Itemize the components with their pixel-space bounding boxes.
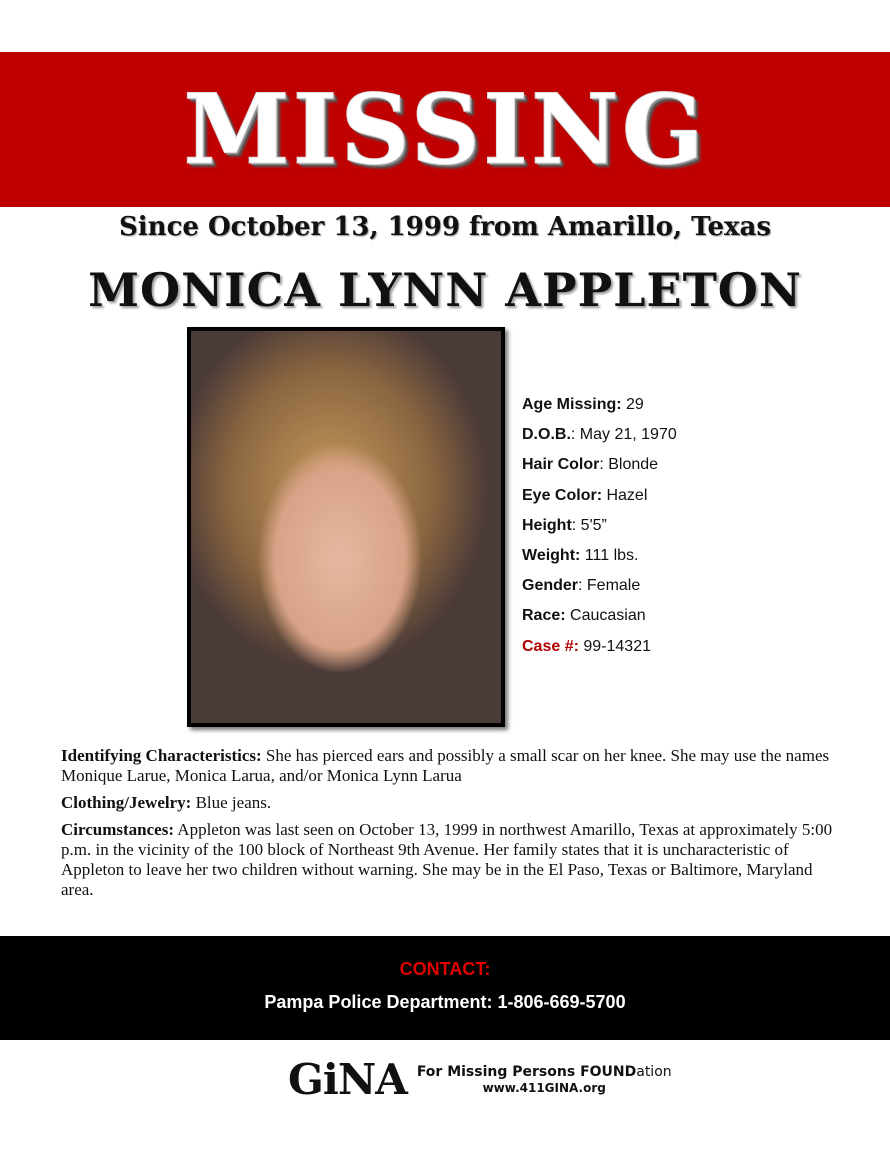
fact-label: Weight:: [522, 546, 581, 564]
person-photo: [187, 327, 505, 727]
gina-wordmark: GiNA: [288, 1055, 407, 1104]
fact-value: Caucasian: [565, 607, 646, 625]
description: [61, 746, 841, 907]
identifying-characteristics: [61, 746, 841, 786]
fact-label: Hair Color: [522, 456, 600, 474]
fact-row: [522, 426, 677, 456]
fact-label: Height: [522, 516, 572, 534]
fact-value: Hazel: [602, 486, 648, 504]
fact-row-case: [522, 638, 677, 668]
clothing-text: Blue jeans.: [191, 793, 272, 812]
fact-value: : 5'5”: [571, 516, 607, 534]
circumstances: [61, 820, 841, 900]
fact-value: 111 lbs.: [580, 546, 639, 564]
fact-row: [522, 547, 677, 577]
gina-logo: [288, 1055, 672, 1104]
tagline-pre: For Missing Persons: [416, 1063, 581, 1080]
contact-banner: [0, 936, 890, 1040]
fact-value: 99-14321: [578, 637, 651, 655]
fact-row: [522, 517, 677, 547]
fact-row: [522, 456, 677, 486]
gina-tagline: [417, 1064, 672, 1096]
person-name: MONICA LYNN APPLETON: [88, 263, 802, 317]
fact-row: [522, 487, 677, 517]
fact-value: 29: [621, 396, 644, 413]
fact-label: D.O.B.: [522, 426, 571, 444]
missing-banner: [0, 52, 890, 207]
circumstances-label: Circumstances:: [61, 820, 174, 839]
tagline-bold: FOUND: [580, 1063, 637, 1080]
fact-label: Race:: [522, 607, 566, 625]
contact-phone: Pampa Police Department: 1-806-669-5700: [264, 992, 626, 1012]
fact-label: Case #:: [522, 637, 579, 655]
identifying-label: Identifying Characteristics:: [61, 746, 262, 765]
circumstances-text: Appleton was last seen on October 13, 1999 in northwest Amarillo, Texas at approximately 5:00 p.m. in the vicinity of the 100 block of Northeast 9th Avenue. Her family states that it is uncharacteristic of Appleton to leave her two children without warning. She may be in the El Paso, Texas or Baltimore, Maryland area.: [61, 820, 833, 899]
fact-row: [522, 396, 677, 426]
gina-url[interactable]: www.411GINA.org: [482, 1080, 606, 1095]
fact-label: Eye Color:: [522, 486, 603, 504]
fact-label: Gender: [522, 577, 579, 595]
clothing-label: Clothing/Jewelry:: [61, 793, 192, 812]
fact-label: Age Missing:: [522, 396, 622, 413]
identifying-text: She has pierced ears and possibly a small scar on her knee. She may use the names Monique Larue, Monica Larua, and/or Monica Lynn Larua: [61, 746, 830, 785]
fact-value: : May 21, 1970: [570, 426, 677, 444]
tagline-post: ation: [636, 1063, 672, 1080]
fact-row: [522, 577, 677, 607]
facts-list: [522, 396, 677, 668]
fact-value: : Blonde: [599, 456, 659, 474]
fact-row: [522, 607, 677, 637]
fact-value: : Female: [578, 577, 641, 595]
missing-since: Since October 13, 1999 from Amarillo, Texas: [119, 212, 771, 242]
contact-label: CONTACT:: [399, 959, 491, 979]
missing-title: MISSING: [183, 73, 707, 186]
clothing: [61, 793, 841, 813]
